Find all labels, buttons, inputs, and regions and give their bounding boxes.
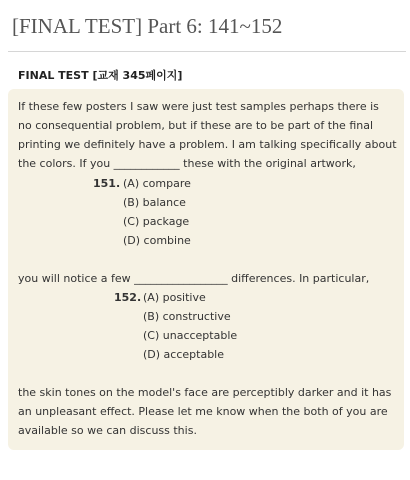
passage-line: no consequential problem, but if these are to be part of the final — [18, 119, 374, 132]
page-title: [FINAL TEST] Part 6: 141~152 — [12, 14, 283, 38]
question-152-option-a[interactable]: (A) positive — [143, 291, 206, 304]
question-152-option-c[interactable]: (C) unacceptable — [143, 329, 238, 342]
question-152-option-d[interactable]: (D) acceptable — [143, 348, 224, 361]
question-151-option-a[interactable]: (A) compare — [123, 177, 191, 190]
question-152-option-b[interactable]: (B) constructive — [143, 310, 231, 323]
passage-line: an unpleasant effect. Please let me know when the both of you are — [18, 405, 388, 418]
question-151-option-b[interactable]: (B) balance — [123, 196, 186, 209]
question-151-option-d[interactable]: (D) combine — [123, 234, 191, 247]
passage-line: you will notice a few _________________ differences. In particular, — [18, 272, 370, 285]
passage-line: the colors. If you ____________ these with the original artwork, — [18, 157, 356, 170]
passage-line: available so we can discuss this. — [18, 424, 197, 437]
section-title: FINAL TEST [교재 345페이지] — [18, 69, 183, 82]
title-divider — [8, 51, 406, 52]
question-151-number: 151. — [93, 177, 121, 190]
passage-line: printing we definitely have a problem. I am talking specifically about — [18, 138, 397, 151]
passage-line: If these few posters I saw were just test samples perhaps there is — [18, 100, 379, 113]
passage-line: the skin tones on the model's face are perceptibly darker and it has — [18, 386, 392, 399]
question-152-number: 152. — [114, 291, 142, 304]
question-151-option-c[interactable]: (C) package — [123, 215, 190, 228]
